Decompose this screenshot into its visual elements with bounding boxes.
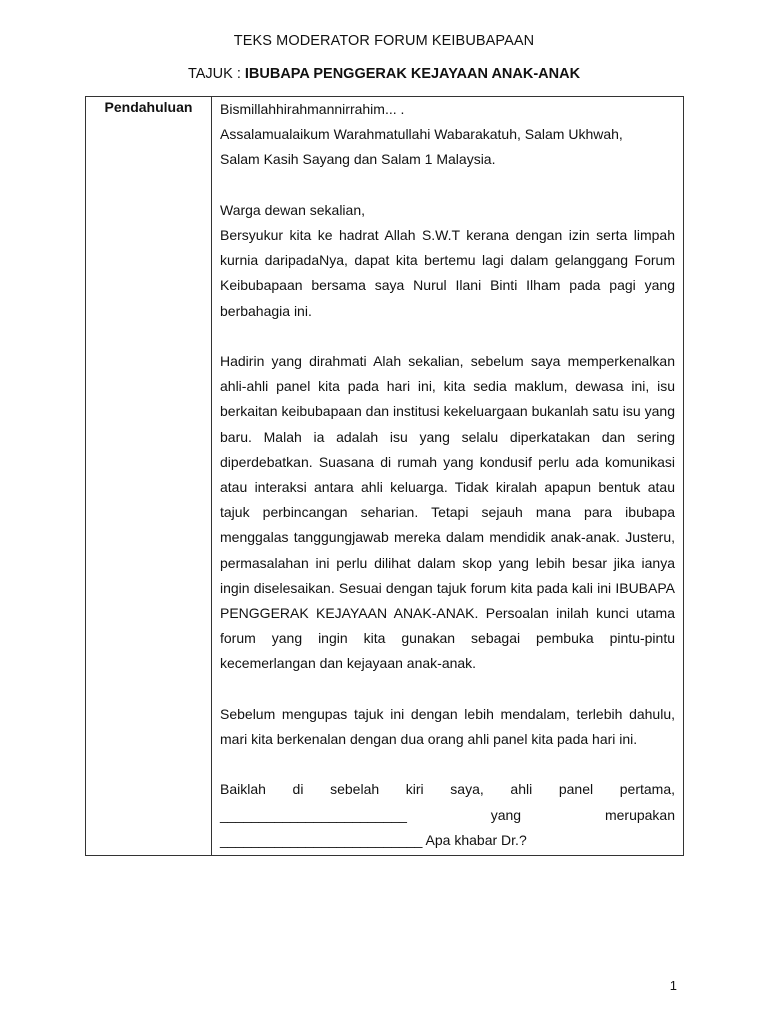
panel-intro-paragraph: Sebelum mengupas tajuk ini dengan lebih mendalam, terlebih dahulu, mari kita berkenalan dengan dua orang ahli panel kita pada hari ini. <box>220 705 675 748</box>
page-number: 1 <box>669 978 677 993</box>
first-panel-line: Baiklah di sebelah kiri saya, ahli panel pertama, <box>220 781 675 798</box>
document-title: TEKS MODERATOR FORUM KEIBUBAPAAN <box>233 33 535 49</box>
table-row <box>86 97 684 856</box>
audience-greeting: Warga dewan sekalian, <box>220 201 366 218</box>
opening-line: Bismillahhirahmannirrahim... . <box>220 101 405 117</box>
paragraph-gap <box>220 324 675 349</box>
moderator-script-table <box>85 96 684 856</box>
gratitude-paragraph: Bersyukur kita ke hadrat Allah S.W.T kerana dengan izin serta limpah kurnia daripadaNya, dapat kita bertemu lagi dalam gelanggang Forum Keibubapaan bersama saya Nurul Ilani Binti Ilham pada pagi yang berbahagia ini. <box>220 227 675 319</box>
introduction-paragraph: Hadirin yang dirahmati Alah sekalian, sebelum saya memperkenalkan ahli-ahli panel kita pada hari ini, kita sedia maklum, dewasa ini, isu berkaitan keibubapaan dan institusi kekeluargaan bukanlah satu isu yang baru. Malah ia adalah isu yang selalu diperkatakan dan sering diperdebatkan. Suasana di rumah yang kondusif perlu ada komunikasi atau interaksi antara ahli keluarga. Tidak kiralah apapun bentuk atau tajuk perbincangan seharian. Tetapi sejauh mana para ibubapa menggalas tanggungjawab mereka dalam mendidik anak-anak. Justeru, permasalahan ini perlu dilihat dalam skop yang lebih besar jika ianya ingin diselesaikan. Sesuai dengan tajuk forum kita pada kali ini IBUBAPA PENGGERAK KEJAYAAN ANAK-ANAK. Persoalan inilah kunci utama forum yang ingin kita gunakan sebagai pembuka pintu-pintu kecemerlangan dan kejayaan anak-anak. <box>220 353 675 672</box>
paragraph-gap <box>220 173 675 198</box>
section-content <box>212 97 684 856</box>
document-subtitle <box>0 66 768 82</box>
subtitle-topic: IBUBAPA PENGGERAK KEJAYAAN ANAK-ANAK <box>244 66 581 82</box>
first-panel-blank-line: ________________________ yang merupakan <box>220 806 675 823</box>
greeting-line: Assalamualaikum Warahmatullahi Wabarakatuh, Salam Ukhwah, <box>220 126 623 143</box>
section-label: Pendahuluan <box>86 97 212 856</box>
subtitle-prefix: TAJUK : <box>187 66 245 82</box>
paragraph-gap <box>220 677 675 702</box>
first-panel-greeting: __________________________ Apa khabar Dr.? <box>220 831 527 848</box>
greeting-line-2: Salam Kasih Sayang dan Salam 1 Malaysia. <box>220 151 496 168</box>
paragraph-gap <box>220 752 675 777</box>
